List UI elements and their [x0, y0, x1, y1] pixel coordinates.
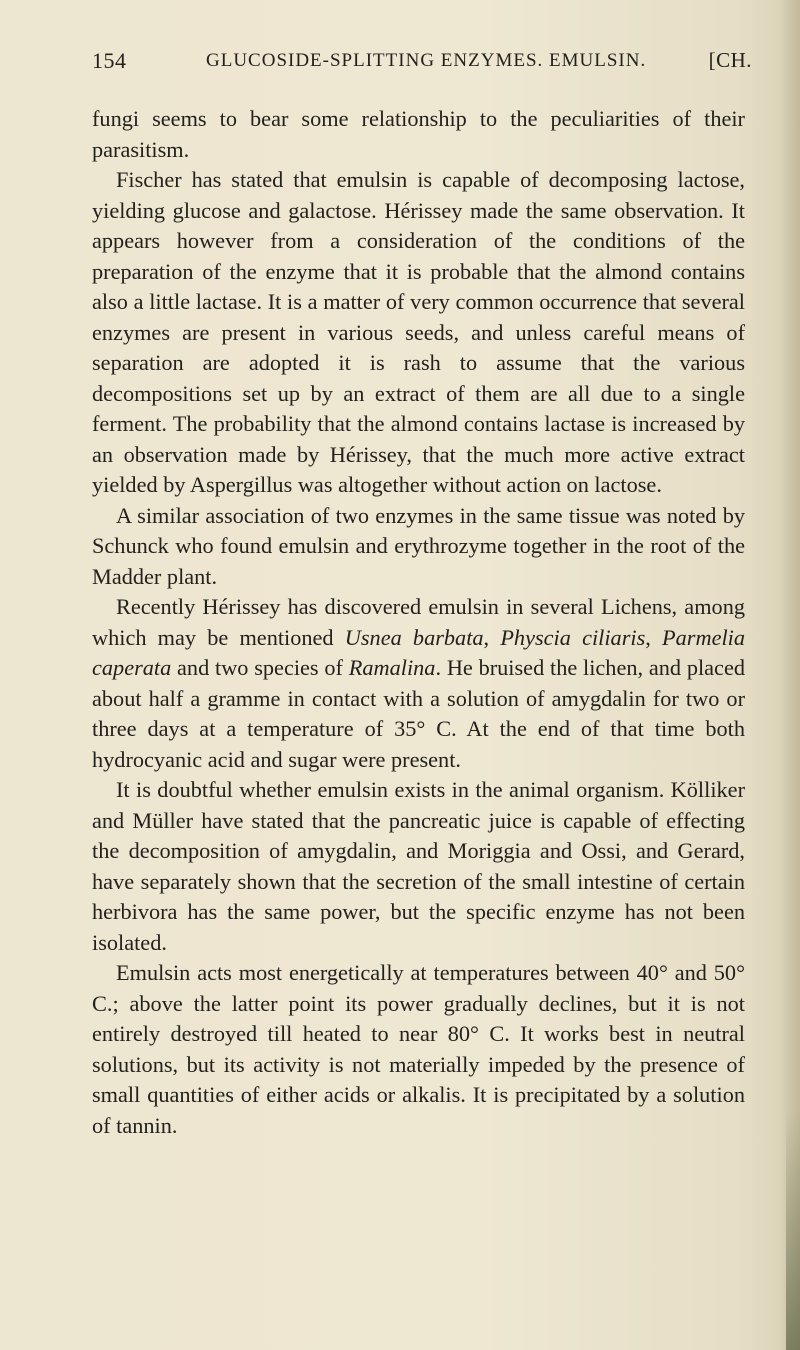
paragraph: fungi seems to bear some relationship to the peculiarities of their parasitism. — [92, 106, 745, 162]
paragraph: Fischer has stated that emulsin is capable of decomposing lactose, yielding glucose and galactose. Hérissey made the same observation. It appears however from a consideration of the conditions of the preparation of the enzyme that it is probable that the almond contains also a little lactase. It is a matter of very common occurrence that several enzymes are present in various seeds, and unless careful means of separation are adopted it is rash to assume that the various decompositions set up by an extract of them are all due to a single ferment. The probability that the almond contains lactase is increased by an observation made by Hérissey, that the much more active extract yielded by Aspergillus was altogether without action on lactose. — [92, 167, 745, 497]
text-run: , — [483, 624, 501, 650]
paragraph: Emulsin acts most energetically at temperatures between 40° and 50° C.; above the latter point its power gradually declines, but it is not entirely destroyed till heated to near 80° C. It works best in neutral solutions, but its activity is not materially impeded by the presence of small quantities of either acids or alkalis. It is precipitated by a solution of tannin. — [92, 960, 745, 1138]
text-run: , — [645, 624, 663, 650]
paragraph: It is doubtful whether emulsin exists in the animal organism. Kölliker and Müller have stated that the pancreatic juice is capable of effecting the decomposition of amygdalin, and Moriggia and Ossi, and Gerard, have separately shown that the secretion of the small intestine of certain herbivora has the same power, but the specific enzyme has not been isolated. — [92, 777, 745, 955]
page-number: 154 — [92, 48, 127, 73]
running-header — [92, 48, 752, 88]
body-text — [92, 104, 745, 1141]
text-run: Recently Hérissey has discovered emulsin in several Lichens, among which may be mentioned — [92, 594, 745, 650]
running-title: GLUCOSIDE-SPLITTING ENZYMES. EMULSIN. — [206, 50, 647, 71]
chapter-mark: [CH. — [708, 48, 752, 72]
genus-name: Ramalina — [348, 655, 436, 680]
paragraph: A similar association of two enzymes in the same tissue was noted by Schunck who found emulsin and erythrozyme together in the root of the Madder plant. — [92, 502, 745, 589]
paragraph — [92, 592, 745, 775]
text-run: and two species of — [171, 655, 349, 680]
species-name: Parmelia caperata — [92, 624, 746, 680]
species-name: Physcia ciliaris — [500, 624, 646, 650]
text-run: . He bruised the lichen, and placed about half a gramme in contact with a solution of amygdalin for two or three days at a temperature of 35° C. At the end of that time both hydrocyanic acid and sugar were present. — [92, 655, 745, 772]
page-edge-dark — [786, 1110, 800, 1350]
species-name: Usnea barbata — [344, 624, 484, 650]
